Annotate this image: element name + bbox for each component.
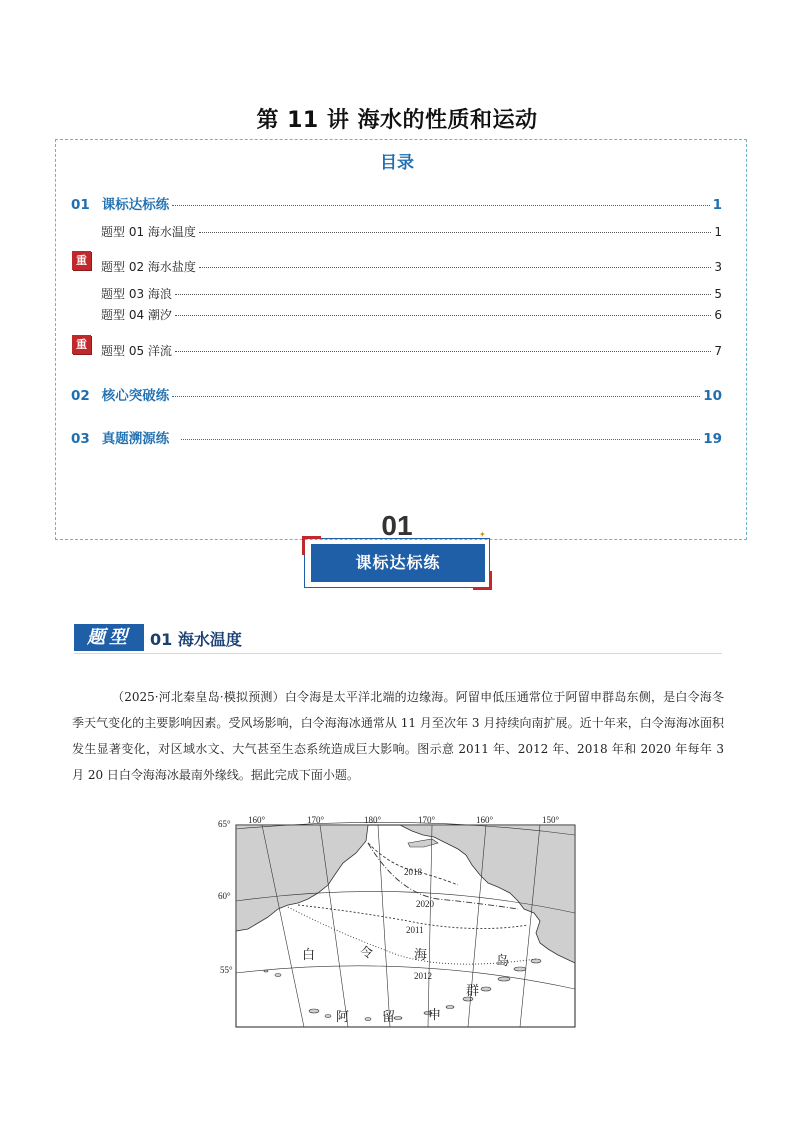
toc-main-item-01[interactable]	[71, 193, 722, 213]
year-label-2011: 2011	[406, 925, 424, 935]
toc-sub-label: 题型 05 洋流	[101, 344, 172, 358]
lon-label: 170°	[418, 815, 436, 825]
sea-name-char: 白	[302, 947, 316, 962]
section-number: 01	[381, 510, 413, 541]
toc-leader	[175, 294, 711, 295]
toc-sub-page: 1	[714, 225, 722, 239]
toc-main-item-03[interactable]	[71, 427, 722, 447]
toc-sub-item-04[interactable]	[101, 306, 722, 323]
lat-label: 60°	[218, 891, 231, 901]
toc-main-item-02[interactable]	[71, 384, 722, 404]
key-badge: 重	[72, 251, 91, 270]
toc-heading: 目录	[380, 153, 414, 173]
page-title: 第 11 讲 海水的性质和运动	[256, 108, 538, 133]
toc-item-page: 10	[703, 388, 722, 404]
year-label-2018: 2018	[404, 867, 422, 877]
lon-label: 150°	[542, 815, 560, 825]
toc-item-number: 01	[71, 197, 90, 213]
toc-leader	[175, 351, 711, 352]
toc-item-page: 1	[712, 197, 722, 213]
toc-leader	[175, 315, 711, 316]
island-name-char: 留	[382, 1009, 396, 1024]
toc-item-label: 真题溯源练	[101, 431, 170, 447]
toc-item-label: 课标达标练	[101, 197, 170, 213]
toc-leader	[172, 205, 709, 206]
type-badge: 题型	[74, 624, 144, 651]
section-banner: 课标达标练	[311, 544, 485, 582]
lon-label: 170°	[307, 815, 325, 825]
island-name-char: 群	[466, 983, 480, 998]
toc-sub-item-05[interactable]	[101, 342, 722, 359]
toc-sub-item-01[interactable]	[101, 223, 722, 240]
lon-label: 160°	[476, 815, 494, 825]
lat-label: 55°	[220, 965, 233, 975]
question-text: （2025·河北秦皇岛·模拟预测）白令海是太平洋北端的边缘海。阿留申低压通常位于阿留申群岛东侧，是白令海冬季天气变化的主要影响因素。受风场影响，白令海海冰通常从 11 月至次年 3 月持续向南扩展。近十年来，白令海海冰面积发生显著变化，对区域水文、大气甚至生态系统造成巨大影响。图示意 2011 年、2012 年、2018 年和 2020 年每年 3 月 20 日白令海海冰最南外缘线。据此完成下面小题。	[72, 690, 724, 782]
toc-sub-label: 题型 02 海水盐度	[101, 260, 196, 274]
lon-label: 160°	[248, 815, 266, 825]
toc-sub-label: 题型 04 潮汐	[101, 308, 172, 322]
toc-sub-page: 5	[714, 287, 722, 301]
toc-item-label: 核心突破练	[101, 388, 170, 404]
toc-sub-label: 题型 03 海浪	[101, 287, 172, 301]
sea-name-char: 令	[360, 945, 374, 960]
bering-sea-map	[218, 813, 580, 1030]
sparkle-icon: ✦	[479, 530, 486, 539]
toc-leader	[172, 396, 700, 397]
toc-sub-page: 6	[714, 308, 722, 322]
island-name-char: 申	[428, 1007, 442, 1022]
island-name-char: 阿	[336, 1009, 350, 1024]
island-name-char: 岛	[496, 953, 510, 968]
toc-leader	[181, 439, 700, 440]
divider	[74, 653, 722, 654]
toc-sub-item-03[interactable]	[101, 285, 722, 302]
toc-leader	[199, 267, 711, 268]
toc-item-number: 02	[71, 388, 90, 404]
key-badge: 重	[72, 335, 91, 354]
toc-sub-page: 3	[714, 260, 722, 274]
sea-name-char: 海	[414, 947, 428, 962]
lat-label: 65°	[218, 819, 231, 829]
toc-sub-item-02[interactable]	[101, 258, 722, 275]
lon-label: 180°	[364, 815, 382, 825]
toc-sub-page: 7	[714, 344, 722, 358]
year-label-2012: 2012	[414, 971, 432, 981]
toc-sub-label: 题型 01 海水温度	[101, 225, 196, 239]
toc-item-page: 19	[703, 431, 722, 447]
toc-item-number: 03	[71, 431, 90, 447]
type-title: 01 海水温度	[150, 630, 242, 649]
toc-leader	[199, 232, 711, 233]
year-label-2020: 2020	[416, 899, 434, 909]
